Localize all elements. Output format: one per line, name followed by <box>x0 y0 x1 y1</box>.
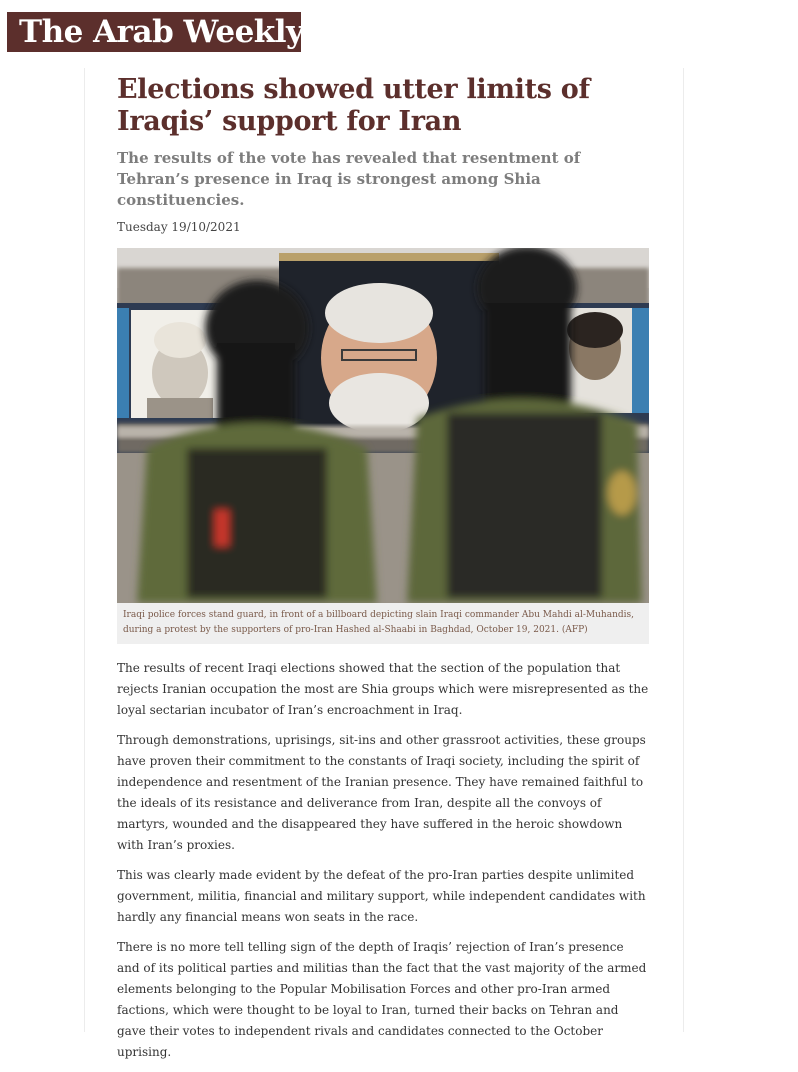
article-paragraph: This was clearly made evident by the defeat of the pro-Iran parties despite unlimited government, militia, financial and military support, while independent candidates with hardly any financial means won seats in the race. <box>117 868 646 924</box>
article-photo[interactable] <box>117 248 649 603</box>
article <box>117 74 649 1072</box>
article-body <box>117 658 649 1063</box>
article-subheadline: The results of the vote has revealed that resentment of Tehran’s presence in Iraq is strongest among Shia constituencies. <box>117 149 581 209</box>
article-paragraph: Through demonstrations, uprisings, sit-ins and other grassroot activities, these groups have proven their commitment to the constants of Iraqi society, including the spirit of independence and resentment of the Iranian presence. They have remained faithful to the ideals of its resistance and deliverance from Iran, despite all the convoys of martyrs, wounded and the disappeared they have suffered in the heroic showdown with Iran’s proxies. <box>117 733 646 852</box>
article-paragraph: The results of recent Iraqi elections showed that the section of the population that rejects Iranian occupation the most are Shia groups which were misrepresented as the loyal sectarian incubator of Iran’s encroachment in Iraq. <box>117 661 649 717</box>
photo-caption: Iraqi police forces stand guard, in front of a billboard depicting slain Iraqi commander Abu Mahdi al-Muhandis, during a protest by the supporters of pro-Iran Hashed al-Shaabi in Baghdad, October 19, 2021. (AFP) <box>117 603 649 644</box>
site-logo[interactable]: The Arab Weekly <box>7 12 301 52</box>
article-date: Tuesday 19/10/2021 <box>117 220 241 234</box>
article-paragraph: There is no more tell telling sign of the depth of Iraqis’ rejection of Iran’s presence and of its political parties and militias than the fact that the vast majority of the armed elements belonging to the Popular Mobilisation Forces and other pro-Iran armed factions, which were thought to be loyal to Iran, turned their backs on Tehran and gave their votes to independent rivals and candidates connected to the October uprising. <box>117 940 647 1059</box>
article-headline: Elections showed utter limits of Iraqis’ support for Iran <box>117 74 590 137</box>
photo-illustration <box>117 248 649 603</box>
